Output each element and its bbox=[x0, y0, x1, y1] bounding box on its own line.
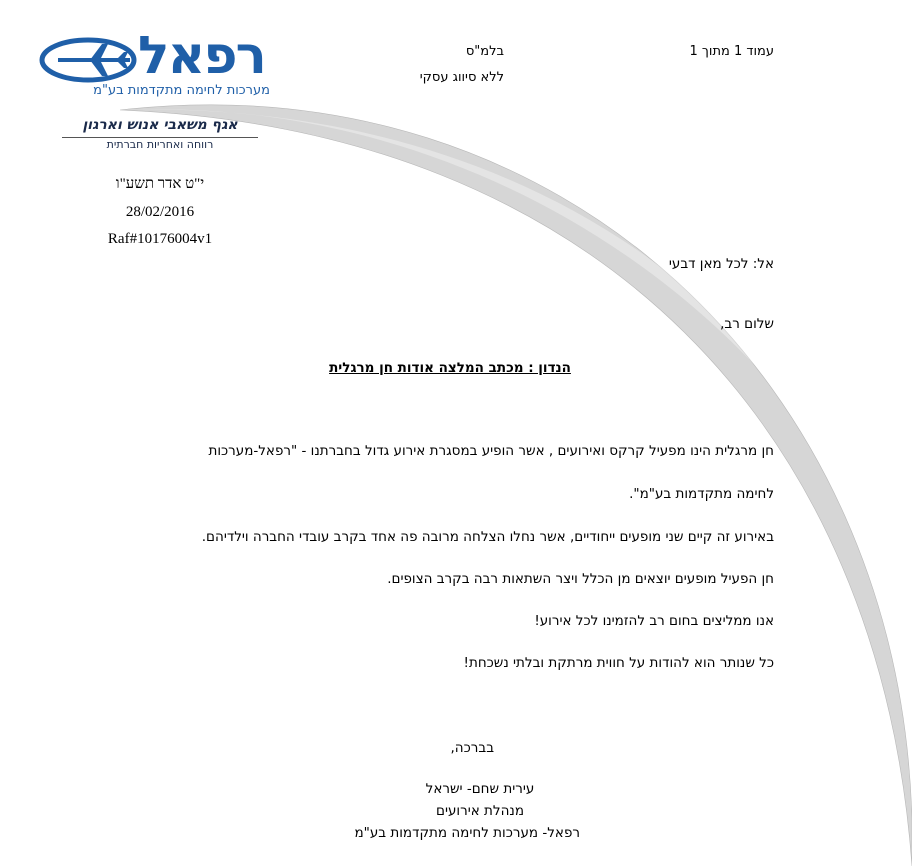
reference-number: Raf#10176004v1 bbox=[107, 231, 213, 247]
recipient-line: אל: לכל מאן דבעי bbox=[668, 256, 774, 272]
department-sub: רווחה ואחריות חברתית bbox=[106, 138, 214, 151]
signature-company: רפאל- מערכות לחימה מתקדמות בע"מ bbox=[354, 825, 580, 841]
hebrew-date: י"ט אדר תשע"ו bbox=[115, 176, 205, 192]
gregorian-date: 28/02/2016 bbox=[125, 204, 195, 220]
paragraph-line: באירוע זה קיים שני מופעים ייחודיים, אשר נחלו הצלחה מרובה פה אחד בקרב עובדי החברה וילדיהם. bbox=[201, 529, 774, 545]
logo-wordmark: רפאל bbox=[138, 26, 265, 86]
signature-role: מנהלת אירועים bbox=[435, 803, 524, 819]
closing: בברכה, bbox=[450, 740, 494, 756]
paragraph-line: לחימה מתקדמות בע"מ". bbox=[629, 486, 774, 502]
department-name: אגף משאבי אנוש וארגון bbox=[82, 117, 238, 133]
plane-emblem-icon bbox=[38, 34, 138, 86]
letter-subject: הנדון : מכתב המלצה אודות חן מרגלית bbox=[329, 360, 571, 376]
signature-name: עירית שחם- ישראל bbox=[425, 781, 535, 797]
page-info: עמוד 1 מתוך 1 bbox=[689, 44, 774, 59]
greeting: שלום רב, bbox=[720, 316, 774, 332]
logo-tagline: מערכות לחימה מתקדמות בע"מ bbox=[93, 83, 270, 98]
paragraph-line: חן מרגלית הינו מפעיל קרקס ואירועים , אשר הופיע במסגרת אירוע גדול בחברתנו - "רפאל-מערכות bbox=[208, 443, 774, 459]
paragraph-line: אנו ממליצים בחום רב להזמינו לכל אירוע! bbox=[534, 613, 774, 629]
paragraph-line: כל שנותר הוא להודות על חווית מרתקת ובלתי נשכחת! bbox=[463, 655, 774, 671]
paragraph-line: חן הפעיל מופעים יוצאים מן הכלל ויצר השתאות רבה בקרב הצופים. bbox=[387, 571, 774, 587]
business-classification: ללא סיווג עסקי bbox=[419, 70, 504, 85]
classification-label: בלמ"ס bbox=[465, 44, 504, 59]
